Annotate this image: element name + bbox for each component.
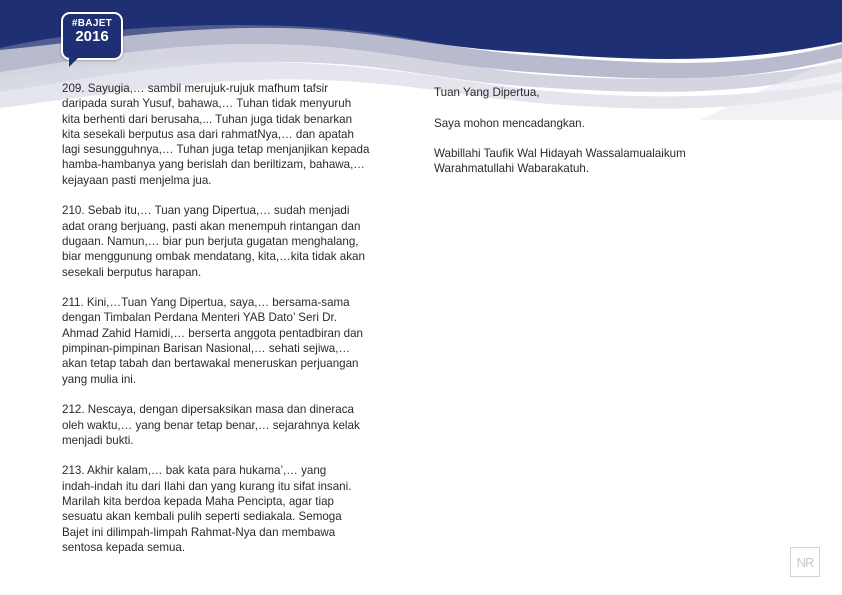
text-line: kita sesekali berputus asa dari rahmatNya,… dan apatah — [62, 127, 354, 141]
text-line: sesekali berputus harapan. — [62, 265, 202, 279]
nr-watermark-logo — [790, 547, 820, 577]
text-line: 212. Nescaya, dengan dipersaksikan masa dan dineraca — [62, 403, 354, 417]
paragraph — [62, 203, 417, 279]
paragraph — [62, 81, 417, 188]
text-line: kita berhenti dari berusaha,... Tuhan juga tidak benarkan — [62, 112, 353, 126]
text-line: 210. Sebab itu,… Tuan yang Dipertua,… sudah menjadi — [62, 204, 350, 218]
paragraph — [62, 295, 417, 387]
text-line: Tuan Yang Dipertua, — [434, 86, 540, 99]
logo-hashtag-text: #BAJET — [71, 18, 113, 29]
text-line: Bajet ini dilimpah-limpah Rahmat-Nya dan membawa — [62, 525, 336, 539]
paragraph — [434, 146, 764, 177]
nr-logo-text: NR — [796, 554, 814, 570]
text-line: menjadi bukti. — [62, 433, 134, 447]
speech-right-column — [434, 85, 764, 192]
text-line: Marilah kita berdoa kepada Maha Pencipta, agar tiap — [62, 495, 334, 509]
text-line: oleh waktu,… yang benar tetap benar,… sejarahnya kelak — [62, 418, 360, 432]
paragraph — [434, 85, 764, 100]
bajet-2016-logo — [61, 12, 123, 60]
text-line: Saya mohon mencadangkan. — [434, 116, 585, 130]
text-line: 213. Akhir kalam,… bak kata para hukama’,… yang — [62, 464, 327, 478]
text-line: hamba-hambanya yang berislah dan beriltizam, bahawa,… — [62, 158, 365, 172]
text-line: indah-indah itu dari Ilahi dan yang kurang itu sifat insani. — [62, 479, 352, 493]
text-line: lagi sesungguhnya,… Tuhan juga tetap menjanjikan kepada — [62, 143, 370, 157]
text-line: 211. Kini,…Tuan Yang Dipertua, saya,… bersama-sama — [62, 296, 350, 310]
text-line: pimpinan-pimpinan Barisan Nasional,… sehati sejiwa,… — [62, 342, 351, 356]
text-line: kejayaan pasti menjelma jua. — [62, 173, 212, 187]
text-line: 209. Sayugia,… sambil merujuk-rujuk mafhum tafsir — [62, 82, 329, 95]
speech-left-column — [62, 81, 417, 571]
logo-year-text: 2016 — [75, 28, 109, 45]
text-line: dengan Timbalan Perdana Menteri YAB Dato’ Seri Dr. — [62, 311, 337, 325]
text-line: akan tetap tabah dan bertawakal meneruskan perjuangan — [62, 357, 359, 371]
text-line: sesuatu akan kembali pulih seperti sediakala. Semoga — [62, 510, 342, 524]
speech-bubble-tail-icon — [69, 58, 78, 67]
text-line: adat orang berjuang, pasti akan menempuh rintangan dan — [62, 219, 361, 233]
text-line: dugaan. Namun,… biar pun berjuta gugatan menghalang, — [62, 234, 359, 248]
text-line: Wabillahi Taufik Wal Hidayah Wassalamualaikum — [434, 147, 686, 161]
text-line: yang mulia ini. — [62, 372, 137, 386]
text-line: daripada surah Yusuf, bahawa,… Tuhan tidak menyuruh — [62, 97, 352, 111]
text-line: biar menggunung ombak mendatang, kita,…kita tidak akan — [62, 250, 365, 264]
text-line: Warahmatullahi Wabarakatuh. — [434, 162, 590, 176]
paragraph — [62, 463, 417, 555]
text-line: sentosa kepada semua. — [62, 540, 186, 554]
paragraph — [434, 116, 764, 131]
paragraph — [62, 402, 417, 448]
text-line: Ahmad Zahid Hamidi,… berserta anggota pentadbiran dan — [62, 326, 363, 340]
